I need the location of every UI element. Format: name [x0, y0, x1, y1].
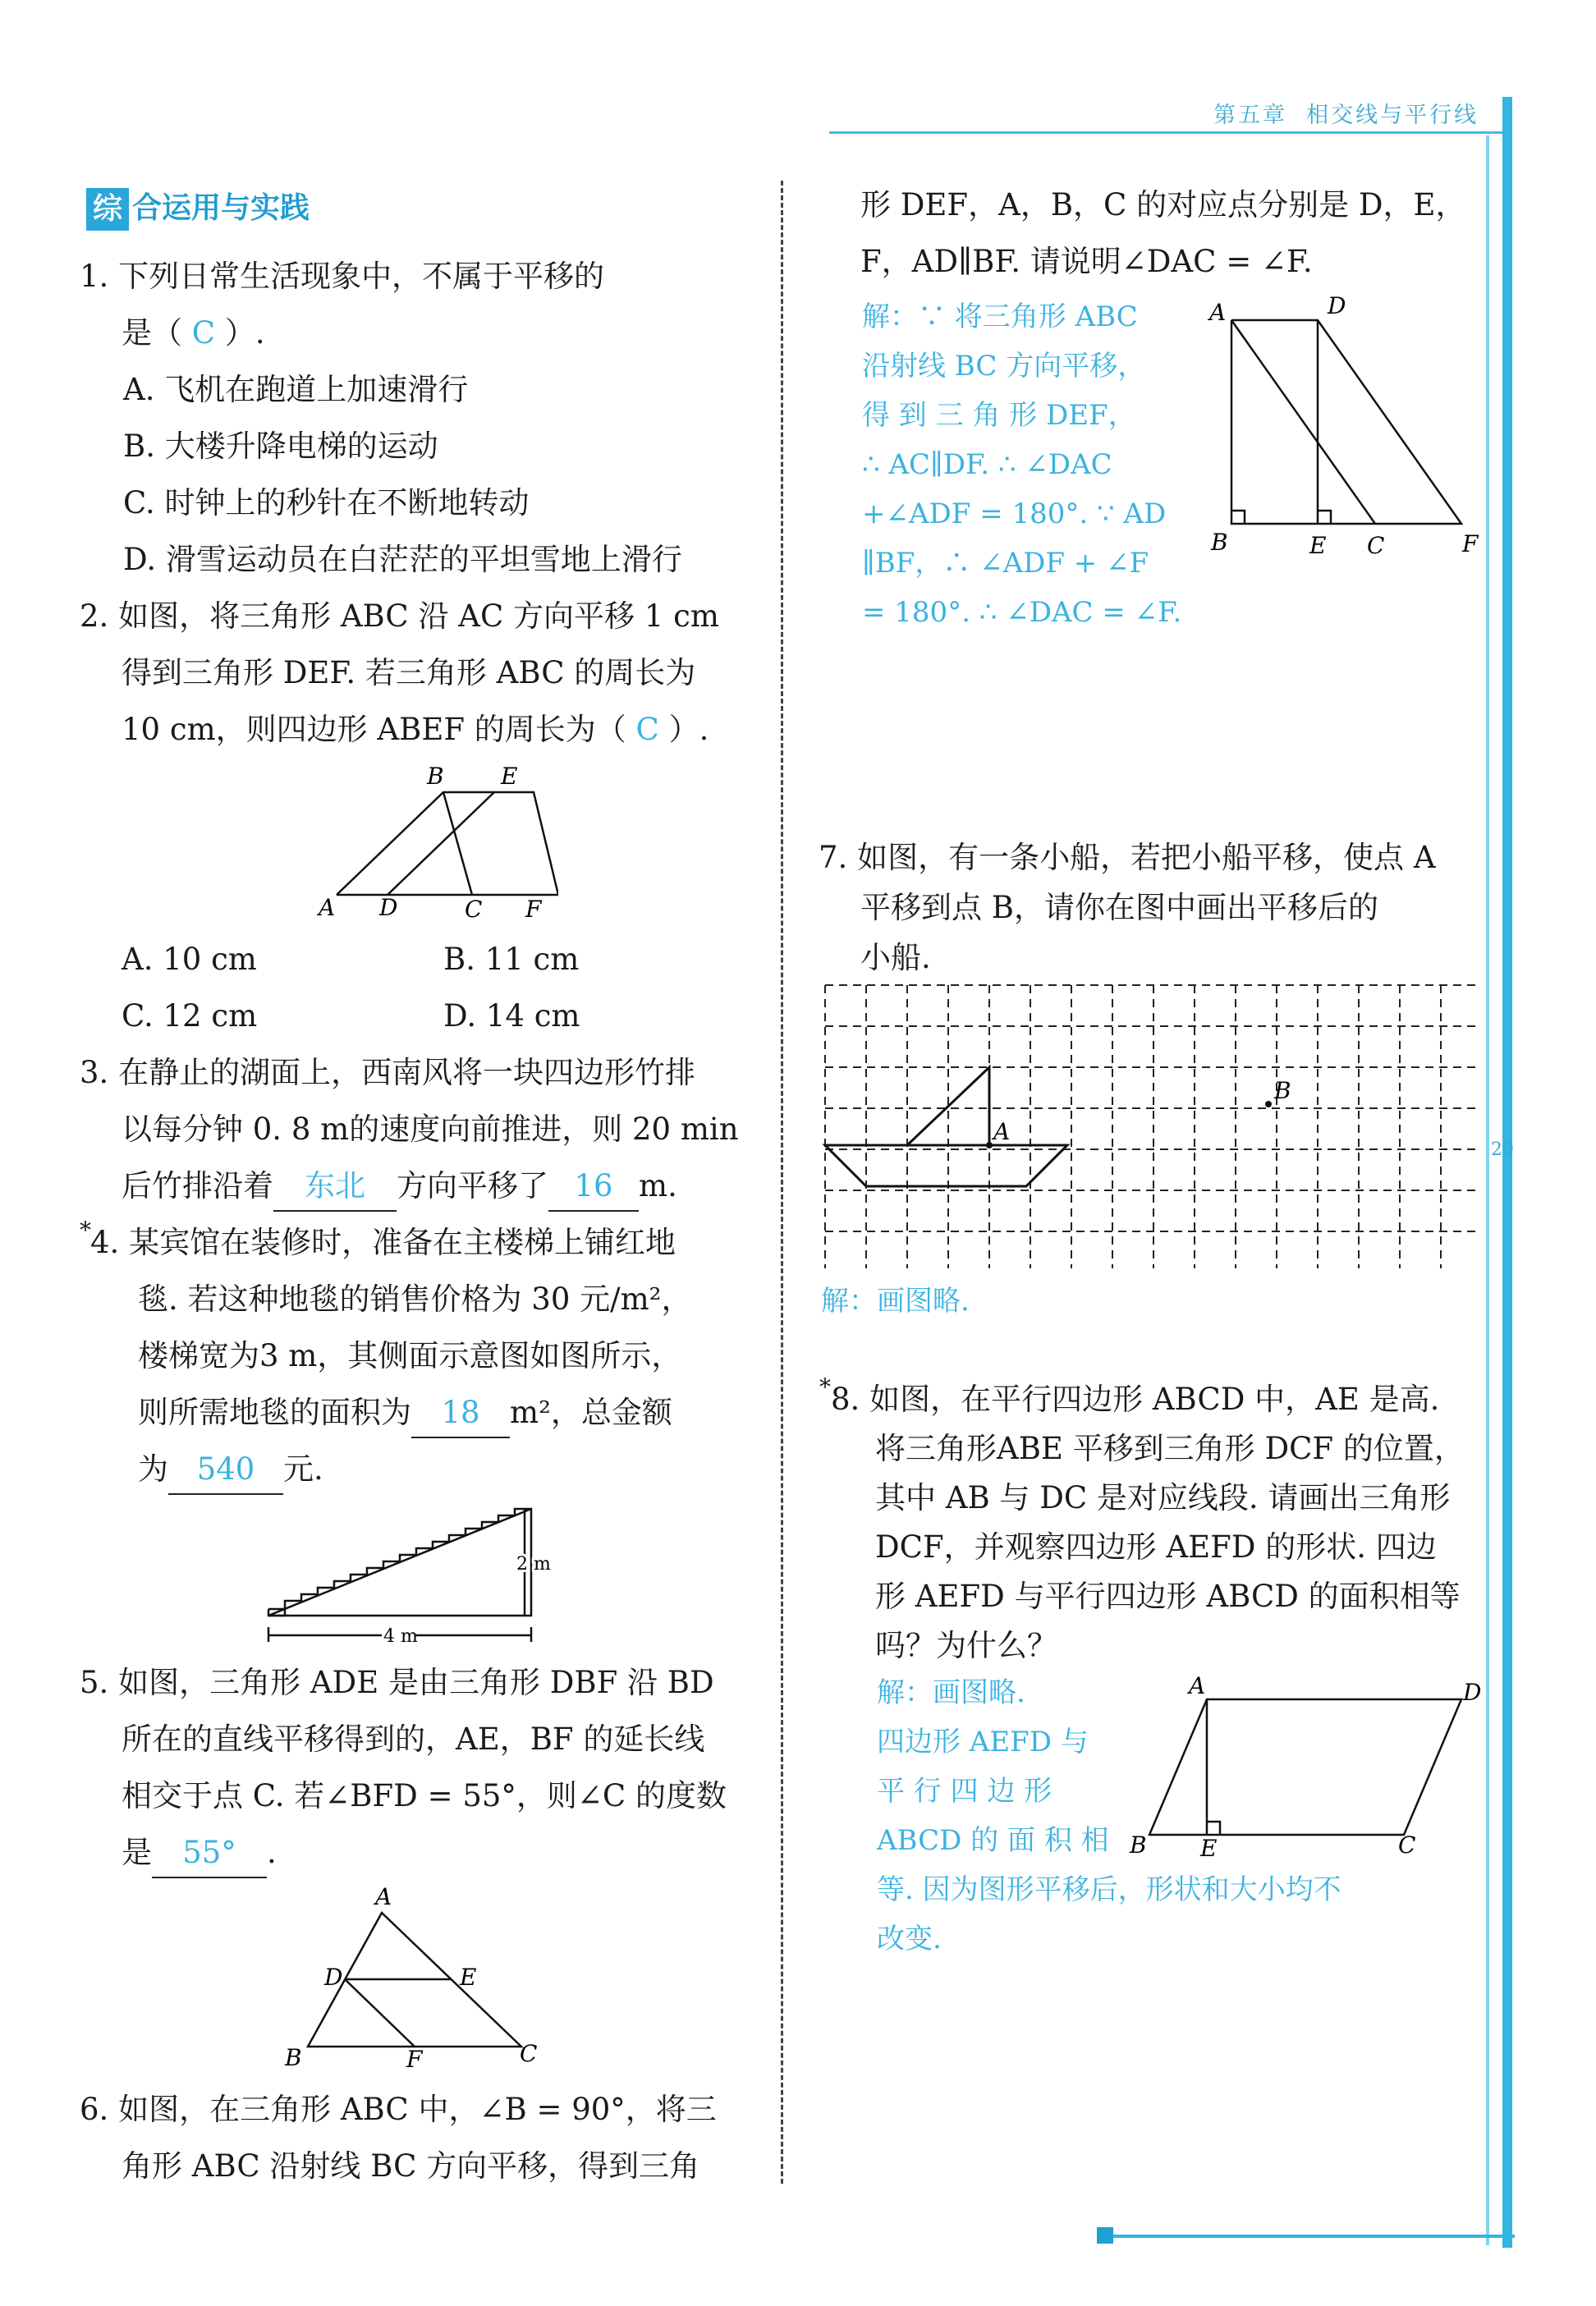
q8-solution-5: 等. 因为图形平移后，形状和大小均不	[877, 1873, 1341, 1906]
q5-label-b: B	[285, 2044, 302, 2069]
q7-boat-hull	[825, 1145, 1067, 1186]
q4-star: *	[80, 1217, 91, 1244]
section-title-text: 合运用与实践	[132, 191, 310, 225]
q6-solution-5: +∠ADF = 180°. ∵ AD	[862, 497, 1167, 530]
q2-option-b: B. 11 cm	[443, 942, 580, 977]
q6-line4: F，AD∥BF. 请说明∠DAC = ∠F.	[860, 244, 1313, 279]
q6-solution-3: 得 到 三 角 形 DEF，	[862, 399, 1136, 432]
q3-line1: 3. 在静止的湖面上，西南风将一块四边形竹排	[80, 1055, 696, 1090]
column-divider	[781, 181, 783, 2184]
q6-solution-7: = 180°. ∴ ∠DAC = ∠F.	[862, 596, 1182, 629]
q4-prefix2: 为	[138, 1451, 168, 1487]
q7-label-a: A	[993, 1118, 1011, 1145]
q6-right-angle-b	[1231, 511, 1245, 524]
q4-suffix: m²，总金额	[510, 1395, 672, 1430]
chapter-header	[1213, 97, 1479, 129]
q3-prefix: 后竹排沿着	[122, 1168, 273, 1203]
q8-figure	[1125, 1671, 1494, 1859]
q6-line3: 形 DEF，A，B，C 的对应点分别是 D，E，	[860, 187, 1466, 222]
q3-mid: 方向平移了	[397, 1168, 548, 1203]
q4-answer-area: 18	[411, 1389, 510, 1438]
q8-line4: DCF，并观察四边形 AEFD 的形状. 四边	[875, 1529, 1437, 1565]
q8-line6: 吗？为什么？	[875, 1628, 1057, 1663]
q5-label-f: F	[406, 2046, 423, 2069]
q4-answer-cost: 540	[168, 1446, 283, 1495]
q6-label-d: D	[1328, 296, 1346, 319]
q8-line2: 将三角形ABE 平移到三角形 DCF 的位置，	[875, 1431, 1465, 1466]
q8-right-angle	[1207, 1822, 1220, 1835]
q2-label-a: A	[319, 894, 336, 921]
q8-line1: 8. 如图，在平行四边形 ABCD 中，AE 是高.	[831, 1382, 1440, 1417]
q2-answer: C	[635, 712, 659, 747]
q5-line3: 相交于点 C. 若∠BFD = 55°，则∠C 的度数	[122, 1778, 727, 1813]
q2-line-bc	[443, 792, 472, 895]
q5-figure	[275, 1880, 546, 2069]
q5-label-a: A	[375, 1883, 392, 1910]
q2-figure	[312, 759, 558, 924]
q1-line2	[122, 305, 265, 361]
q7-line2: 平移到点 B，请你在图中画出平移后的	[860, 890, 1378, 925]
q3-line3	[122, 1158, 677, 1214]
q2-label-e: E	[501, 763, 518, 790]
q3-line2: 以每分钟 0. 8 m的速度向前推进，则 20 min	[122, 1112, 739, 1147]
q8-label-d: D	[1463, 1679, 1482, 1706]
q5-label-d: D	[324, 1964, 343, 1991]
q4-line3: 楼梯宽为3 m，其侧面示意图如图所示，	[138, 1338, 682, 1373]
q2-line-de	[388, 792, 494, 895]
page-number: 29	[1491, 1139, 1514, 1160]
q7-line3: 小船.	[860, 940, 931, 975]
q3-answer-distance: 16	[548, 1162, 639, 1212]
q1-answer: C	[191, 315, 216, 351]
q5-line1: 5. 如图，三角形 ADE 是由三角形 DBF 沿 BD	[80, 1665, 714, 1700]
q3-suffix: m.	[639, 1168, 677, 1203]
q2-line2: 得到三角形 DEF. 若三角形 ABC 的周长为	[122, 655, 696, 690]
section-badge: 综	[86, 188, 129, 231]
q7-label-b: B	[1274, 1077, 1291, 1104]
q5-line2: 所在的直线平移得到的，AE，BF 的延长线	[122, 1721, 705, 1757]
q8-label-a: A	[1189, 1672, 1206, 1699]
q8-solution-1: 解：画图略.	[877, 1676, 1025, 1709]
q2-option-c: C. 12 cm	[122, 998, 258, 1034]
q1-option-a: A. 飞机在跑道上加速滑行	[123, 372, 469, 407]
q8-solution-3: 平 行 四 边 形	[877, 1775, 1053, 1808]
q7-point-a	[986, 1142, 993, 1148]
q8-label-b: B	[1130, 1832, 1147, 1859]
footer-square	[1097, 2227, 1113, 2244]
q1-option-b: B. 大楼升降电梯的运动	[123, 429, 438, 464]
q5-line4	[122, 1824, 277, 1881]
q4-suffix2: 元.	[283, 1451, 323, 1487]
q4-width-label: 4 m	[383, 1626, 418, 1647]
q5-answer: 55°	[152, 1829, 267, 1878]
q4-prefix: 则所需地毯的面积为	[138, 1395, 411, 1430]
q8-line3: 其中 AB 与 DC 是对应线段. 请画出三角形	[875, 1480, 1451, 1515]
q4-stairs-figure	[259, 1494, 571, 1650]
q4-line4	[138, 1384, 672, 1441]
q6-label-b: B	[1211, 529, 1228, 556]
q6-solution-4: ∴ AC∥DF. ∴ ∠DAC	[862, 448, 1112, 481]
q3-answer-direction: 东北	[273, 1162, 397, 1212]
q6-outline	[1231, 320, 1461, 524]
q6-line-ac	[1231, 320, 1375, 524]
q1-suffix: ）.	[224, 315, 265, 351]
q6-figure	[1203, 296, 1498, 558]
q5-suffix: .	[267, 1835, 277, 1870]
chapter-number: 第五章	[1213, 103, 1287, 128]
q6-right-angle-e	[1318, 511, 1331, 524]
q7-line1: 7. 如图，有一条小船，若把小船平移，使点 A	[819, 840, 1436, 875]
q8-line5: 形 AEFD 与平行四边形 ABCD 的面积相等	[875, 1579, 1461, 1614]
q1-prefix: 是（	[122, 315, 182, 351]
q7-point-b	[1265, 1101, 1272, 1107]
q2-line3	[122, 701, 709, 758]
q2-label-d: D	[379, 894, 398, 921]
q2-prefix: 10 cm，则四边形 ABEF 的周长为（	[122, 712, 626, 747]
q2-option-a: A. 10 cm	[122, 942, 257, 977]
q5-label-e: E	[460, 1964, 477, 1991]
q7-boat-sail	[907, 1067, 989, 1145]
q8-solution-4: ABCD 的 面 积 相	[877, 1824, 1109, 1857]
q7-grid-figure	[821, 981, 1478, 1268]
q2-label-b: B	[427, 763, 444, 790]
q2-label-c: C	[465, 896, 483, 923]
q6-line2: 角形 ABC 沿射线 BC 方向平移，得到三角	[122, 2148, 700, 2184]
q4-height-label: 2 m	[516, 1554, 551, 1575]
q6-solution-2: 沿射线 BC 方向平移，	[862, 350, 1146, 383]
q8-label-c: C	[1398, 1832, 1416, 1859]
header-rule	[829, 131, 1511, 134]
q6-label-f: F	[1462, 530, 1479, 557]
q6-label-a: A	[1209, 299, 1227, 326]
q7-grid	[825, 985, 1478, 1268]
page-edge-bar	[1502, 97, 1512, 2248]
q8-solution-6: 改变.	[877, 1923, 942, 1955]
q7-solution: 解：画图略.	[821, 1285, 970, 1318]
q5-label-c: C	[520, 2040, 538, 2067]
q1-line1: 1. 下列日常生活现象中，不属于平移的	[80, 259, 605, 294]
q8-star: *	[819, 1373, 831, 1401]
q8-parallelogram	[1149, 1699, 1461, 1835]
q5-prefix: 是	[122, 1835, 152, 1870]
q2-line1: 2. 如图，将三角形 ABC 沿 AC 方向平移 1 cm	[80, 598, 719, 634]
q1-option-d: D. 滑雪运动员在白茫茫的平坦雪地上滑行	[123, 542, 682, 577]
footer-rule	[1104, 2235, 1515, 2238]
q2-option-d: D. 14 cm	[443, 998, 580, 1034]
q1-option-c: C. 时钟上的秒针在不断地转动	[123, 485, 530, 520]
q4-line2: 毯. 若这种地毯的销售价格为 30 元/m²，	[138, 1281, 692, 1317]
q6-line1: 6. 如图，在三角形 ABC 中，∠B = 90°，将三	[80, 2092, 717, 2127]
q4-line5	[138, 1441, 323, 1497]
q8-label-e: E	[1200, 1835, 1218, 1859]
q8-solution-2: 四边形 AEFD 与	[877, 1726, 1089, 1758]
q4-line1: 4. 某宾馆在装修时，准备在主楼梯上铺红地	[90, 1225, 676, 1260]
q2-suffix: ）.	[668, 712, 709, 747]
q6-solution-6: ∥BF，∴ ∠ADF + ∠F	[862, 547, 1149, 580]
q6-label-e: E	[1309, 532, 1327, 558]
section-title	[86, 185, 310, 231]
q2-label-f: F	[525, 896, 542, 923]
q4-slope	[268, 1509, 531, 1616]
q6-solution-1: 解：∵ 将三角形 ABC	[862, 300, 1138, 333]
chapter-title: 相交线与平行线	[1306, 103, 1479, 128]
q6-label-c: C	[1367, 532, 1385, 558]
q5-line-df	[345, 1979, 415, 2047]
